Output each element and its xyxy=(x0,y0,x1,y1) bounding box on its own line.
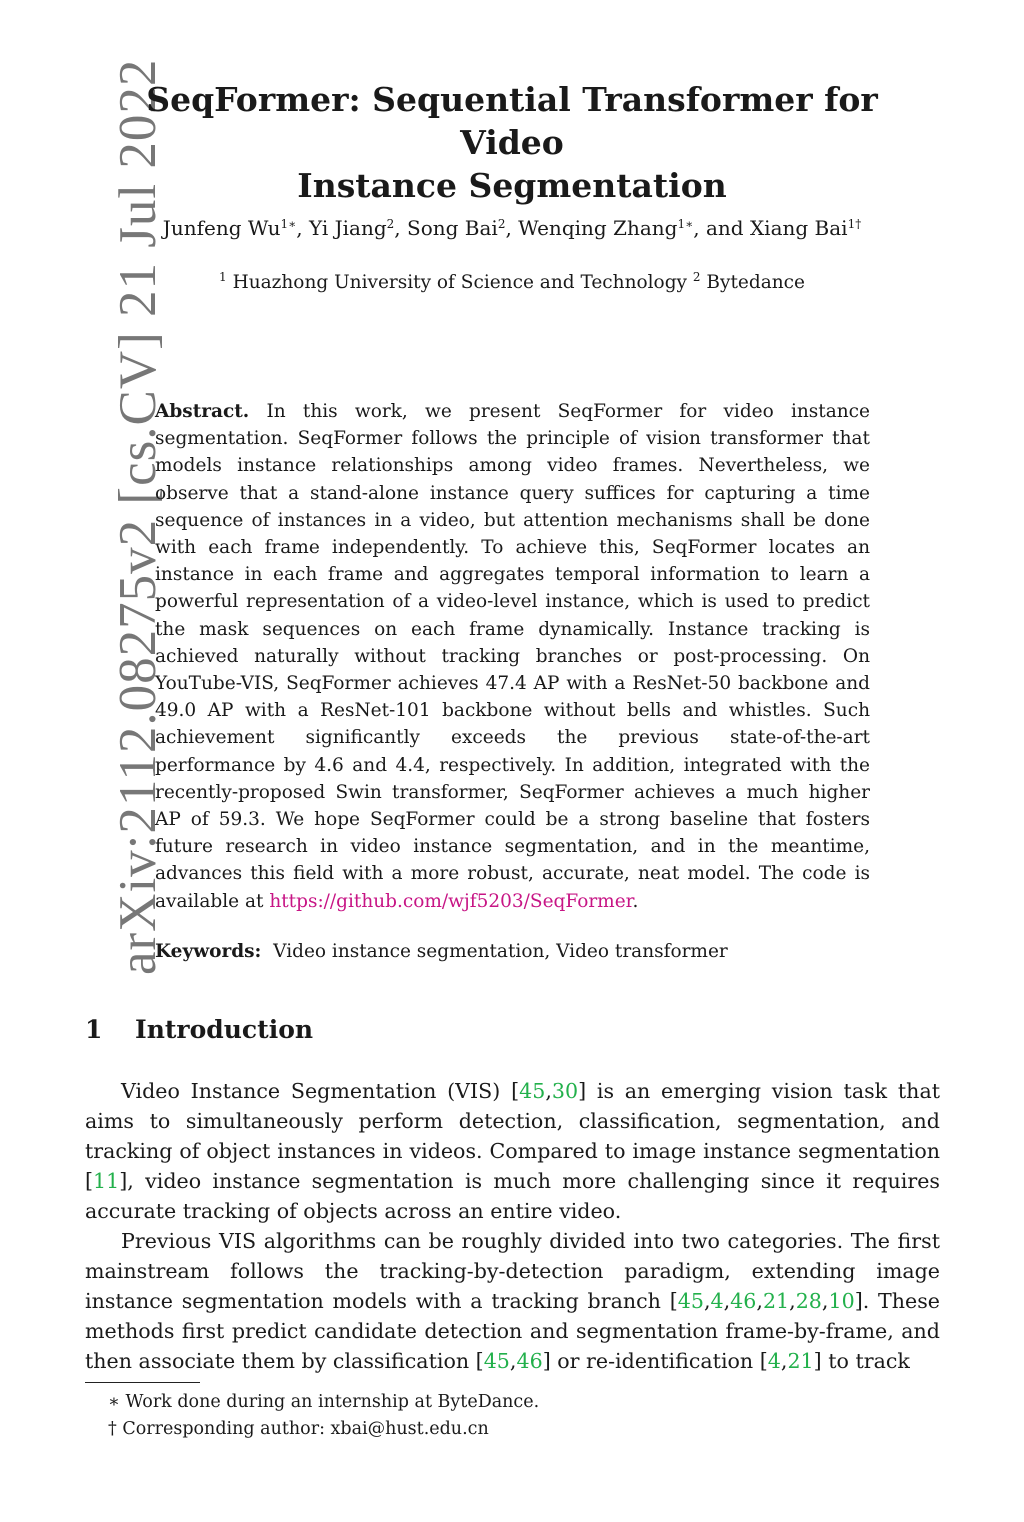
paragraph-text: ] is an emerging vision task that aims to simultaneously perform detection, classification, segmentation, and tracking of object instances in videos. Compared to image instance segmentation [ xyxy=(85,1079,940,1193)
paragraph-text: ]. These methods first predict candidate detection and segmentation frame-by-frame, and then associate them by classification [ xyxy=(85,1289,940,1373)
paragraph-text: ] to track xyxy=(813,1349,910,1373)
citation-link[interactable]: 46 xyxy=(730,1289,757,1313)
paragraph-text: , xyxy=(703,1289,711,1313)
arxiv-id-text: arXiv:2112.08275v2 [cs.CV] 21 Jul 2022 xyxy=(109,58,167,975)
author-separator: , and xyxy=(693,216,750,240)
affiliation-name: Bytedance xyxy=(706,272,805,293)
author-name: Yi Jiang xyxy=(309,216,387,240)
paragraph xyxy=(85,1076,940,1226)
paragraph-text: , xyxy=(756,1289,763,1313)
author-separator: , xyxy=(296,216,309,240)
affiliation-name: Huazhong University of Science and Technology xyxy=(232,272,687,293)
citation-link[interactable]: 28 xyxy=(795,1289,822,1313)
author-name: Xiang Bai xyxy=(749,216,848,240)
footnote-rule xyxy=(85,1382,200,1383)
author-mark: 1∗ xyxy=(280,217,297,231)
citation-link[interactable]: 30 xyxy=(551,1079,579,1103)
title-line-1: SeqFormer: Sequential Transformer for Video xyxy=(146,80,878,162)
author-list xyxy=(90,214,934,242)
author-separator: , xyxy=(505,216,519,240)
section-heading xyxy=(85,1012,313,1048)
citation-link[interactable]: 45 xyxy=(519,1079,546,1103)
paragraph-text: Previous VIS algorithms can be roughly divided into two categories. The first mainstream follows the tracking-by-detection paradigm, extending image instance segmentation models with a tracking branch [ xyxy=(85,1229,940,1313)
paragraph-text: Video Instance Segmentation (VIS) [ xyxy=(121,1079,520,1103)
author-mark: 1∗ xyxy=(677,217,694,231)
citation-link[interactable]: 11 xyxy=(93,1169,120,1193)
paragraph-text: , xyxy=(509,1349,517,1373)
citation-link[interactable]: 45 xyxy=(483,1349,510,1373)
title-line-2: Instance Segmentation xyxy=(297,166,727,205)
paragraph-text: ] or re-identification [ xyxy=(542,1349,768,1373)
citation-link[interactable]: 4 xyxy=(710,1289,724,1313)
footnotes xyxy=(108,1389,908,1443)
citation-link[interactable]: 10 xyxy=(828,1289,855,1313)
citation-link[interactable]: 46 xyxy=(516,1349,543,1373)
footnote-text: Corresponding author: xbai@hust.edu.cn xyxy=(122,1419,489,1439)
footnote xyxy=(108,1389,908,1416)
author-name: Junfeng Wu xyxy=(162,216,281,240)
citation-link[interactable]: 4 xyxy=(767,1349,781,1373)
abstract xyxy=(155,398,870,915)
abstract-end: . xyxy=(632,890,639,912)
author-name: Wenqing Zhang xyxy=(518,216,678,240)
paragraph xyxy=(85,1226,940,1376)
affiliation-mark: 1 xyxy=(219,270,227,284)
paragraph-text: , xyxy=(545,1079,552,1103)
author-mark: 2 xyxy=(497,217,506,231)
paragraph-text: ], video instance segmentation is much more challenging since it requires accurate tracking of objects across an entire video. xyxy=(85,1169,940,1223)
keywords xyxy=(155,938,870,965)
paragraph-text: , xyxy=(789,1289,796,1313)
keywords-text: Video instance segmentation, Video transformer xyxy=(273,941,728,962)
abstract-label: Abstract. xyxy=(155,401,250,422)
author-mark: 1† xyxy=(847,217,862,231)
citation-link[interactable]: 21 xyxy=(787,1349,814,1373)
paper-title xyxy=(100,78,924,207)
author-name: Song Bai xyxy=(407,216,498,240)
introduction-body xyxy=(85,1076,940,1376)
code-link[interactable]: https://github.com/wjf5203/SeqFormer xyxy=(269,890,633,912)
author-mark: 2 xyxy=(386,217,395,231)
affiliation-mark: 2 xyxy=(692,270,701,284)
abstract-text: In this work, we present SeqFormer for video instance segmentation. SeqFormer follows the principle of vision transformer that models instance relationships among video frames. Nevertheless, we observe that a stand-alone instance query suffices for capturing a time sequence of instances in a video, but attention mechanisms shall be done with each frame independently. To achieve this, SeqFormer locates an instance in each frame and aggregates temporal information to learn a powerful representation of a video-level instance, which is used to predict the mask sequences on each frame dynamically. Instance tracking is achieved naturally without tracking branches or post-processing. On YouTube-VIS, SeqFormer achieves 47.4 AP with a ResNet-50 backbone and 49.0 AP with a ResNet-101 backbone without bells and whistles. Such achievement significantly exceeds the previous state-of-the-art performance by 4.6 and 4.4, respectively. In addition, integrated with the recently-proposed Swin transformer, SeqFormer achieves a much higher AP of 59.3. We hope SeqFormer could be a strong baseline that fosters future research in video instance segmentation, and in the meantime, advances this field with a more robust, accurate, neat model. The code is available at xyxy=(155,401,870,912)
paragraph-text: , xyxy=(723,1289,731,1313)
citation-link[interactable]: 45 xyxy=(677,1289,704,1313)
paragraph-text: , xyxy=(780,1349,788,1373)
footnote xyxy=(108,1416,908,1443)
footnote-mark: † xyxy=(108,1419,117,1439)
section-number: 1 xyxy=(85,1015,103,1044)
footnote-text: Work done during an internship at ByteDance. xyxy=(125,1392,540,1412)
footnote-mark: ∗ xyxy=(108,1392,120,1412)
author-separator: , xyxy=(394,216,407,240)
section-title: Introduction xyxy=(135,1015,314,1044)
citation-link[interactable]: 21 xyxy=(762,1289,790,1313)
keywords-label: Keywords: xyxy=(155,941,262,962)
paragraph-text: , xyxy=(821,1289,829,1313)
affiliations xyxy=(90,270,934,296)
